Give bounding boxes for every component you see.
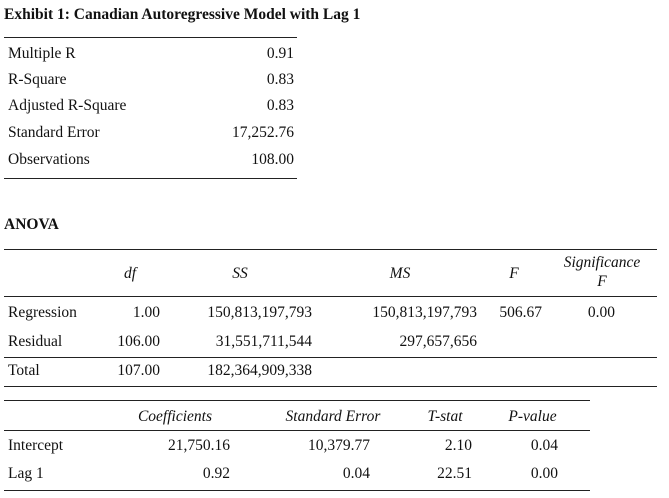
coefficients-header-rule [4,430,590,431]
anova-top-rule [4,249,657,250]
coef-row-label: Lag 1 [8,465,44,482]
anova-ss: 150,813,197,793 [207,304,312,321]
coef-t-stat: 2.10 [444,437,472,454]
anova-header-df: df [123,265,137,282]
anova-row-label: Residual [8,333,63,350]
coef-p-value: 0.04 [530,437,558,454]
coef-value: 21,750.16 [168,437,230,454]
summary-label: Adjusted R-Square [8,97,127,114]
anova-header-rule [4,296,657,297]
anova-f: 506.67 [499,304,542,321]
anova-header-ms: MS [389,265,411,282]
coef-value: 0.92 [202,465,230,482]
anova-total-rule [4,357,657,358]
anova-ss: 182,364,909,338 [207,362,312,379]
anova-header-f: F [509,265,519,282]
summary-label: Multiple R [8,45,76,62]
anova-row-label: Total [8,362,40,379]
summary-value: 0.83 [266,97,294,114]
anova-header-ss: SS [232,265,248,282]
anova-df: 106.00 [117,333,160,350]
coef-header-t-stat: T-stat [427,408,463,425]
coef-header-p-value: P-value [508,408,557,425]
anova-bottom-rule [4,386,657,387]
anova-row-label: Regression [8,304,77,321]
anova-header-significance-f: F [597,273,607,290]
summary-value: 108.00 [251,151,294,168]
coef-p-value: 0.00 [530,465,558,482]
coef-standard-error: 0.04 [342,465,370,482]
exhibit-title: Exhibit 1: Canadian Autoregressive Model with Lag 1 [4,6,361,23]
anova-df: 107.00 [117,362,160,379]
summary-value: 0.83 [266,71,294,88]
anova-heading: ANOVA [4,216,59,233]
summary-label: Standard Error [8,124,100,141]
summary-top-rule [4,37,297,38]
coefficients-top-rule [4,400,590,401]
anova-ms: 297,657,656 [399,333,477,350]
summary-label: Observations [8,151,90,168]
anova-ms: 150,813,197,793 [372,304,477,321]
summary-bottom-rule [4,178,297,179]
coef-header-standard-error: Standard Error [285,408,381,425]
coefficients-bottom-rule [4,490,590,491]
anova-ss: 31,551,711,544 [215,333,312,350]
coef-t-stat: 22.51 [437,465,472,482]
anova-df: 1.00 [132,304,160,321]
summary-value: 0.91 [266,45,294,62]
summary-value: 17,252.76 [232,124,294,141]
summary-label: R-Square [8,71,67,88]
coef-header-coefficients: Coefficients [137,408,213,425]
coef-standard-error: 10,379.77 [308,437,370,454]
coef-row-label: Intercept [8,437,64,454]
anova-significance: 0.00 [587,304,615,321]
anova-header-significance: Significance [563,254,641,271]
